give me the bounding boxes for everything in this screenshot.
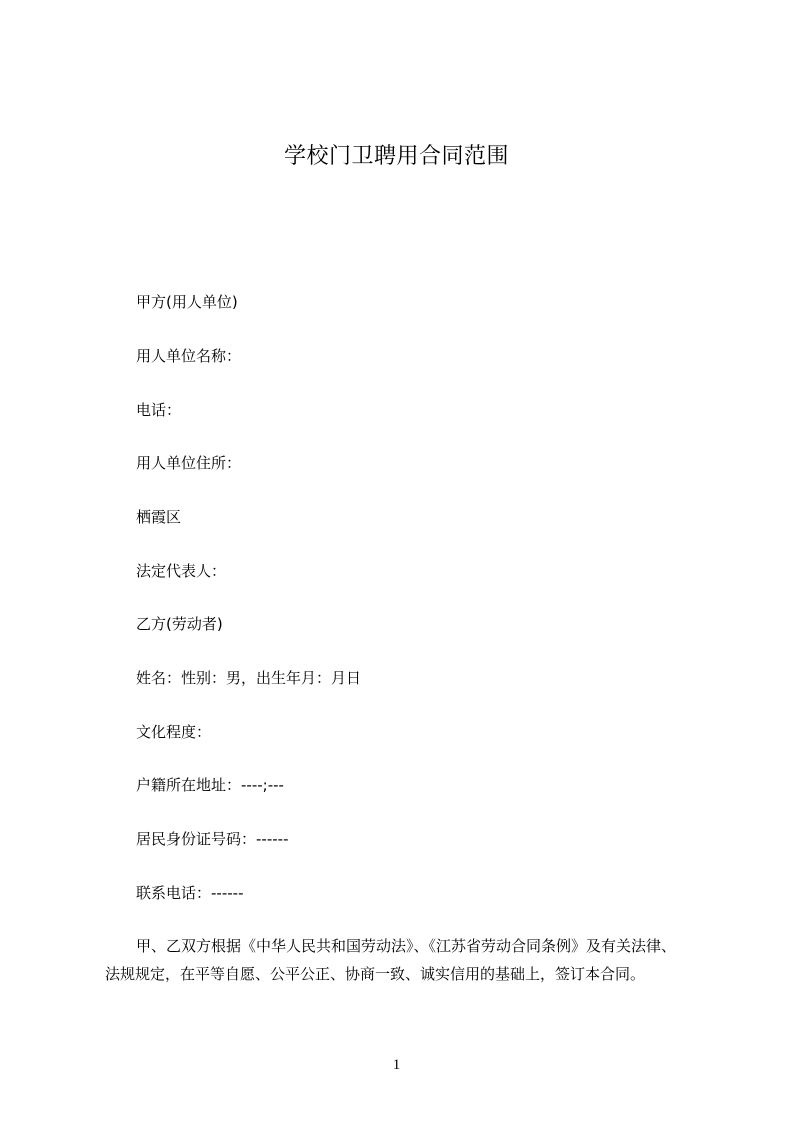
district-text: 栖霞区 — [136, 508, 182, 526]
party-b-heading: 乙方(劳动者) — [136, 615, 223, 633]
page-number: 1 — [392, 1057, 401, 1073]
contact-phone-field: 联系电话：------ — [136, 884, 244, 902]
document-title: 学校门卫聘用合同范围 — [283, 144, 509, 169]
name-gender-birth-field: 姓名：性别：男，出生年月：月日 — [136, 669, 362, 687]
household-address-field: 户籍所在地址：----;--- — [136, 776, 284, 794]
agreement-paragraph-line-1: 甲、乙双方根据《中华人民共和国劳动法》、《江苏省劳动合同条例》及有关法律、 — [136, 937, 677, 955]
party-a-heading: 甲方(用人单位) — [136, 293, 238, 311]
id-number-field: 居民身份证号码：------ — [136, 830, 289, 848]
employer-address-field: 用人单位住所： — [136, 454, 242, 472]
phone-field: 电话： — [136, 401, 182, 419]
legal-representative-field: 法定代表人： — [136, 562, 227, 580]
agreement-paragraph-line-2: 法规规定，在平等自愿、公平公正、协商一致、诚实信用的基础上，签订本合同。 — [105, 965, 646, 983]
education-field: 文化程度： — [136, 723, 212, 741]
employer-name-field: 用人单位名称： — [136, 347, 242, 365]
